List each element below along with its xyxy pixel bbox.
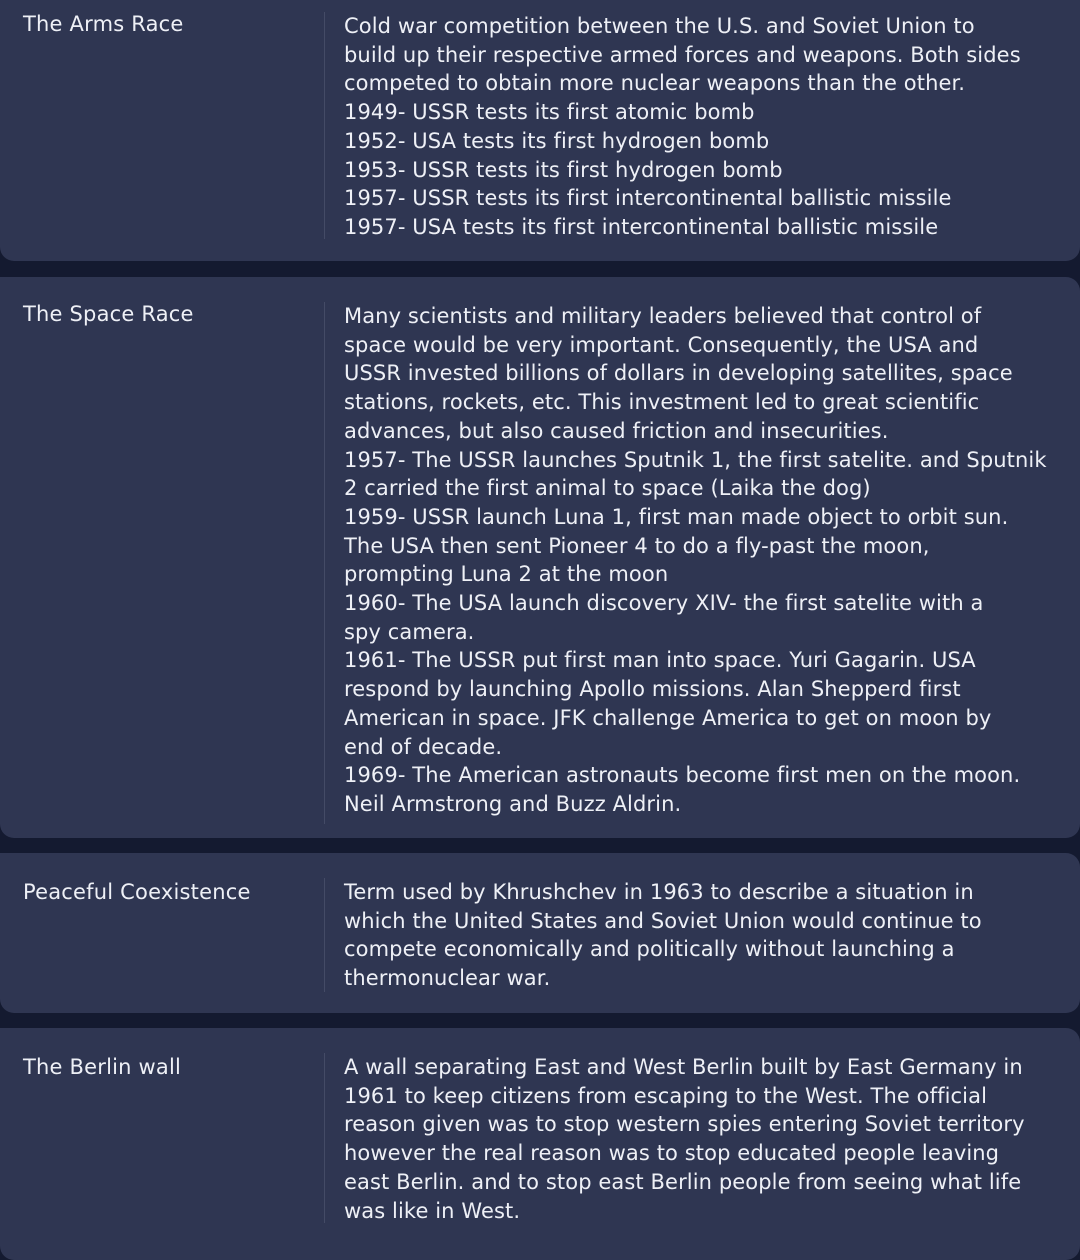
- definition-line: east Berlin. and to stop east Berlin people from seeing what life: [344, 1169, 1022, 1194]
- definition-line: Cold war competition between the U.S. and Soviet Union to: [344, 14, 975, 38]
- card-divider: [324, 302, 325, 824]
- card-term: The Space Race: [23, 302, 194, 326]
- definition-line: stations, rockets, etc. This investment led to great scientific: [344, 390, 980, 415]
- definition-line: which the United States and Soviet Union would continue to: [344, 908, 982, 933]
- definition-line: 1957- The USSR launches Sputnik 1, the first satelite. and Sputnik: [344, 447, 1047, 472]
- definition-line: Term used by Khrushchev in 1963 to describe a situation in: [344, 880, 974, 904]
- definition-line: A wall separating East and West Berlin built by East Germany in: [344, 1055, 1023, 1079]
- card-term: Peaceful Coexistence: [23, 880, 251, 904]
- flashcard-peaceful-coexistence: [0, 853, 1080, 1013]
- card-definition: [344, 302, 1064, 819]
- card-term: The Arms Race: [23, 12, 184, 36]
- definition-line: 1953- USSR tests its first hydrogen bomb: [344, 157, 783, 182]
- definition-line: space would be very important. Consequently, the USA and: [344, 332, 979, 357]
- definition-line: 1957- USSR tests its first intercontinental ballistic missile: [344, 186, 952, 211]
- card-definition: [344, 878, 1064, 993]
- definition-line: 2 carried the first animal to space (Laika the dog): [344, 476, 871, 501]
- definition-line: prompting Luna 2 at the moon: [344, 562, 669, 587]
- definition-line: reason given was to stop western spies entering Soviet territory: [344, 1112, 1025, 1137]
- card-divider: [324, 1053, 325, 1223]
- definition-line: was like in West.: [344, 1198, 521, 1223]
- definition-line: spy camera.: [344, 619, 475, 644]
- definition-line: end of decade.: [344, 734, 503, 759]
- definition-line: 1961- The USSR put first man into space. Yuri Gagarin. USA: [344, 648, 976, 673]
- definition-line: Many scientists and military leaders believed that control of: [344, 304, 982, 328]
- definition-line: 1969- The American astronauts become first men on the moon.: [344, 763, 1021, 788]
- definition-line: Neil Armstrong and Buzz Aldrin.: [344, 791, 682, 816]
- card-divider: [324, 12, 325, 239]
- card-term: The Berlin wall: [23, 1055, 182, 1079]
- card-definition: [344, 1053, 1064, 1225]
- definition-line: 1960- The USA launch discovery XIV- the first satelite with a: [344, 591, 984, 616]
- flashcard-arms-race: [0, 0, 1080, 261]
- definition-line: however the real reason was to stop educated people leaving: [344, 1141, 1000, 1166]
- definition-line: advances, but also caused friction and insecurities.: [344, 418, 889, 443]
- definition-line: 1957- USA tests its first intercontinental ballistic missile: [344, 214, 939, 239]
- definition-line: 1949- USSR tests its first atomic bomb: [344, 100, 755, 125]
- definition-line: American in space. JFK challenge America to get on moon by: [344, 705, 992, 730]
- card-definition: [344, 12, 1064, 242]
- definition-line: 1952- USA tests its first hydrogen bomb: [344, 128, 770, 153]
- definition-line: 1961 to keep citizens from escaping to the West. The official: [344, 1083, 988, 1108]
- definition-line: competed to obtain more nuclear weapons than the other.: [344, 71, 966, 96]
- definition-line: USSR invested billions of dollars in developing satellites, space: [344, 361, 1013, 386]
- definition-line: compete economically and politically without launching a: [344, 937, 955, 962]
- definition-line: The USA then sent Pioneer 4 to do a fly-past the moon,: [344, 533, 930, 558]
- definition-line: 1959- USSR launch Luna 1, first man made object to orbit sun.: [344, 504, 1009, 529]
- definition-line: respond by launching Apollo missions. Alan Shepperd first: [344, 677, 961, 702]
- definition-line: thermonuclear war.: [344, 966, 551, 991]
- definition-line: build up their respective armed forces and weapons. Both sides: [344, 42, 1021, 67]
- flashcard-berlin-wall: [0, 1028, 1080, 1260]
- flashcard-space-race: [0, 277, 1080, 838]
- card-divider: [324, 878, 325, 992]
